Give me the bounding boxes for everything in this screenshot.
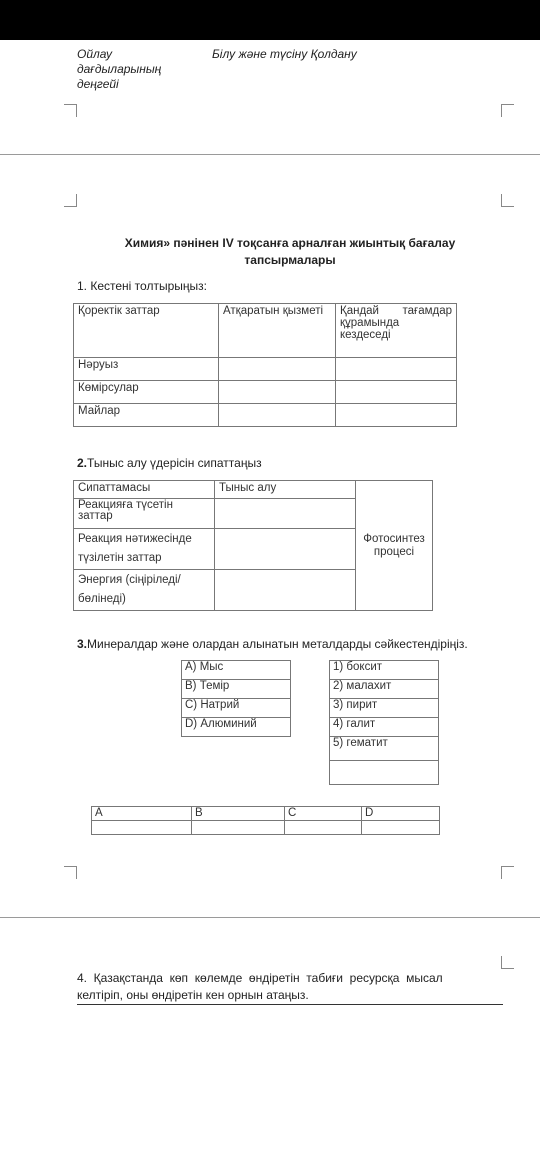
metal-item: C) Натрий <box>182 699 291 718</box>
answer-header-row <box>92 807 440 821</box>
answer-cell[interactable] <box>92 821 192 835</box>
table-row <box>74 381 457 404</box>
table-header-cell: Атқаратын қызметі <box>219 304 336 358</box>
answer-cell[interactable] <box>219 381 336 404</box>
header-line: дағдыларының <box>77 62 162 76</box>
photosynthesis-label: Фотосинтез <box>363 532 425 545</box>
task-text: 4. Қазақстанда көп көлемде өндіретін табиғи ресурсқа мысал <box>77 971 443 985</box>
page-corner-mark <box>501 104 514 117</box>
table-row <box>74 358 457 381</box>
page-corner-mark <box>64 104 77 117</box>
page-break-line <box>0 917 540 918</box>
table-row-label: Реакция нәтижесінде түзілетін заттар <box>74 529 215 570</box>
answer-cell[interactable] <box>362 821 440 835</box>
answer-cell[interactable] <box>215 499 356 529</box>
answer-cell[interactable] <box>219 358 336 381</box>
table-header-row <box>74 304 457 358</box>
page-corner-mark <box>64 866 77 879</box>
task-number: 1. <box>77 279 88 293</box>
header-line: Ойлау <box>77 47 113 61</box>
page-corner-mark <box>501 194 514 207</box>
task-number: 3. <box>77 637 88 651</box>
table-header-row <box>74 481 433 499</box>
answer-input-row <box>92 821 440 835</box>
header-categories: Білу және түсіну Қолдану <box>212 47 357 61</box>
answer-header-cell: A <box>92 807 192 821</box>
metals-table <box>181 660 291 737</box>
metal-item: B) Темір <box>182 680 291 699</box>
header-level-label <box>77 47 161 92</box>
metal-item: D) Алюминий <box>182 718 291 737</box>
mineral-item: 5) гематит <box>330 737 439 761</box>
title-line: тапсырмалары <box>244 253 336 267</box>
page-corner-mark <box>501 866 514 879</box>
page-corner-mark <box>501 956 514 969</box>
table-header-cell: Қандай тағамдар құрамында кездеседі <box>336 304 457 358</box>
table-row-label: Нәруыз <box>74 358 219 381</box>
answer-header-cell: B <box>192 807 285 821</box>
mineral-item: 1) боксит <box>330 661 439 680</box>
top-black-bar <box>0 0 540 40</box>
title-line: Химия» пәнінен IV тоқсанға арналған жиынтық бағалау <box>124 236 456 250</box>
answer-cell[interactable] <box>336 404 457 427</box>
task-text: Тыныс алу үдерісін сипаттаңыз <box>87 456 262 470</box>
answer-cell[interactable] <box>192 821 285 835</box>
answer-cell[interactable] <box>215 529 356 570</box>
table-row-label: Көмірсулар <box>74 381 219 404</box>
page-corner-mark <box>64 194 77 207</box>
table-row-label: Энергия (сіңіріледі/ бөлінеді) <box>74 570 215 611</box>
page-break-line <box>0 154 540 155</box>
respiration-table <box>73 480 433 611</box>
metal-item: A) Мыс <box>182 661 291 680</box>
answer-cell[interactable] <box>336 358 457 381</box>
task4-prompt <box>77 970 503 1004</box>
answer-header-cell: C <box>285 807 362 821</box>
task3-prompt <box>77 637 468 651</box>
table-header-cell: Тыныс алу <box>215 481 356 499</box>
task-number: 2. <box>77 456 88 470</box>
task-text: Минералдар және олардан алынатын металдарды сәйкестендіріңіз. <box>87 637 468 651</box>
document-title <box>60 235 520 269</box>
nutrients-table <box>73 303 457 427</box>
task-text: Кестені толтырыңыз: <box>90 279 207 293</box>
table-row-label: Майлар <box>74 404 219 427</box>
task-text: келтіріп, оны өндіретін кен орнын атаңыз. <box>77 988 309 1002</box>
task1-prompt <box>77 279 207 293</box>
table-row <box>74 404 457 427</box>
minerals-table <box>329 660 439 785</box>
answer-line[interactable] <box>77 1004 503 1005</box>
mineral-item: 4) галит <box>330 718 439 737</box>
mineral-item: 3) пирит <box>330 699 439 718</box>
table-header-cell: Сипаттамасы <box>74 481 215 499</box>
answer-header-cell: D <box>362 807 440 821</box>
mineral-empty-cell <box>330 761 439 785</box>
mineral-item: 2) малахит <box>330 680 439 699</box>
answer-cell[interactable] <box>219 404 336 427</box>
answer-table <box>91 806 440 835</box>
table-header-cell: Қоректік заттар <box>74 304 219 358</box>
answer-cell[interactable] <box>285 821 362 835</box>
task2-prompt <box>77 456 262 470</box>
answer-cell[interactable] <box>336 381 457 404</box>
photosynthesis-label: процесі <box>373 545 415 558</box>
table-row-label: Реакцияға түсетін заттар <box>74 499 215 529</box>
header-line: деңгейі <box>77 77 119 91</box>
photosynthesis-cell <box>356 481 433 611</box>
answer-cell[interactable] <box>215 570 356 611</box>
